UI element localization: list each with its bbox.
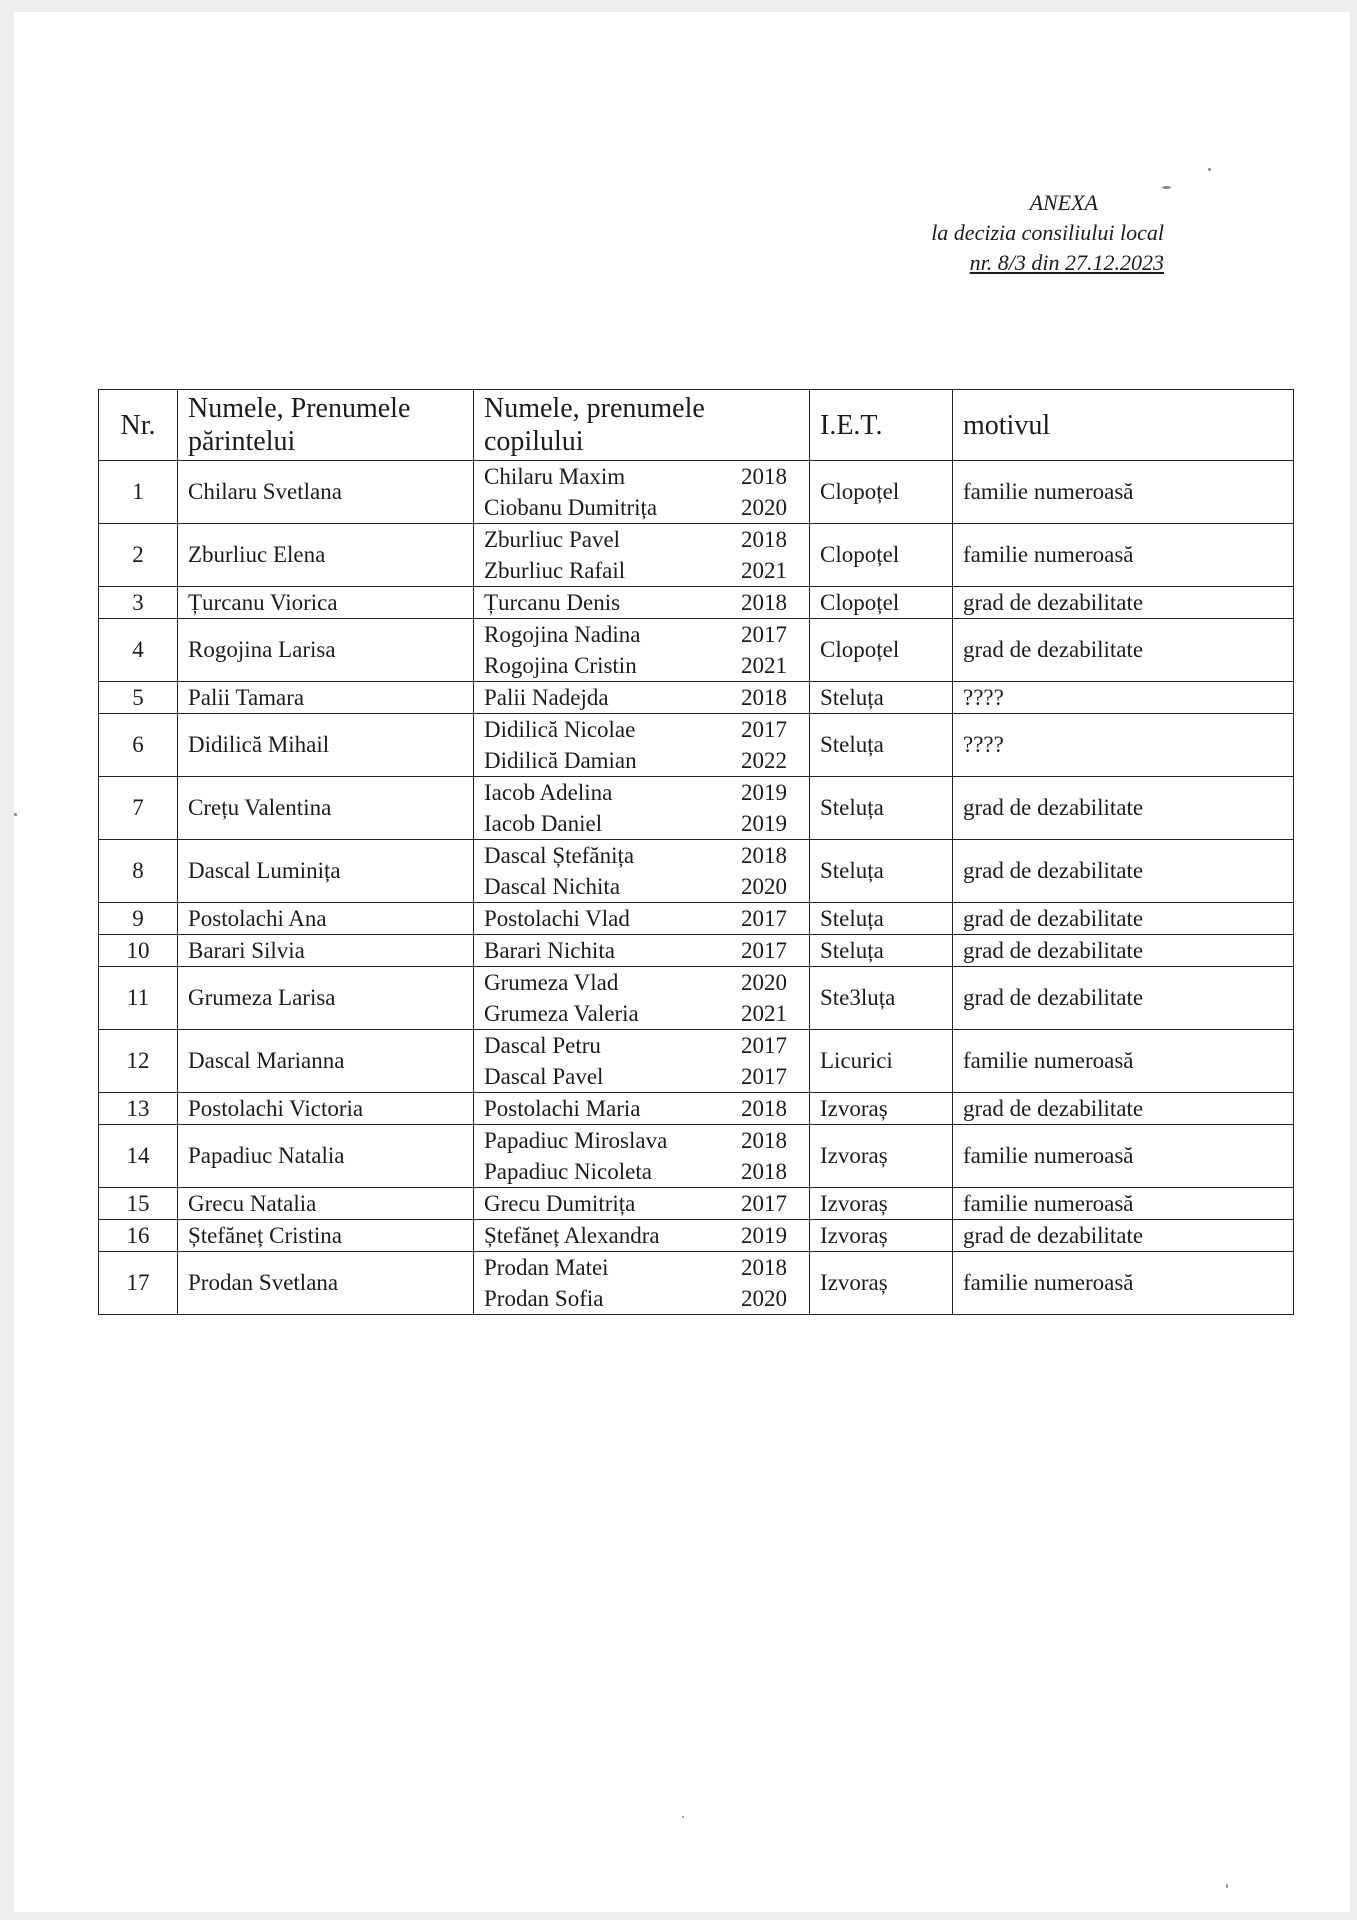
child-birth-year: 2019 — [741, 811, 787, 836]
child-entry — [484, 714, 799, 745]
child-birth-year: 2017 — [741, 717, 787, 742]
iet-name: Steluța — [810, 903, 953, 935]
iet-name: Izvoraș — [810, 1188, 953, 1220]
parent-name: Chilaru Svetlana — [178, 461, 474, 524]
table-row — [99, 619, 1294, 682]
table-row — [99, 935, 1294, 967]
iet-name: Ste3luța — [810, 967, 953, 1030]
table-row — [99, 1188, 1294, 1220]
children-cell — [474, 587, 810, 619]
child-entry — [484, 461, 799, 492]
scan-speck — [1162, 186, 1171, 189]
child-entry — [484, 650, 799, 681]
children-cell — [474, 524, 810, 587]
children-cell — [474, 1252, 810, 1315]
table-row — [99, 903, 1294, 935]
child-birth-year: 2018 — [741, 590, 787, 615]
children-cell — [474, 1220, 810, 1252]
parent-name: Prodan Svetlana — [178, 1252, 474, 1315]
child-name: Grecu Dumitrița — [484, 1191, 636, 1216]
iet-name: Izvoraș — [810, 1093, 953, 1125]
reason: familie numeroasă — [953, 524, 1294, 587]
row-number: 2 — [99, 524, 178, 587]
iet-name: Steluța — [810, 682, 953, 714]
iet-name: Izvoraș — [810, 1125, 953, 1188]
child-name: Grumeza Valeria — [484, 1001, 639, 1026]
children-cell — [474, 777, 810, 840]
parent-name: Papadiuc Natalia — [178, 1125, 474, 1188]
beneficiaries-table — [98, 389, 1294, 1315]
child-name: Rogojina Nadina — [484, 622, 641, 647]
child-entry — [484, 1283, 799, 1314]
child-birth-year: 2020 — [741, 970, 787, 995]
reason: grad de dezabilitate — [953, 1220, 1294, 1252]
child-birth-year: 2019 — [741, 1223, 787, 1248]
child-birth-year: 2021 — [741, 558, 787, 583]
table-row — [99, 1220, 1294, 1252]
row-number: 6 — [99, 714, 178, 777]
reason: familie numeroasă — [953, 1125, 1294, 1188]
row-number: 13 — [99, 1093, 178, 1125]
parent-name: Țurcanu Viorica — [178, 587, 474, 619]
child-birth-year: 2018 — [741, 1128, 787, 1153]
scan-speck — [1208, 168, 1211, 171]
child-entry — [484, 745, 799, 776]
child-entry — [484, 524, 799, 555]
children-cell — [474, 840, 810, 903]
child-name: Dascal Petru — [484, 1033, 601, 1058]
parent-name: Rogojina Larisa — [178, 619, 474, 682]
child-entry — [484, 1093, 799, 1124]
child-name: Iacob Adelina — [484, 780, 613, 805]
table-row — [99, 524, 1294, 587]
table-row — [99, 682, 1294, 714]
row-number: 8 — [99, 840, 178, 903]
column-header-parent: Numele, Prenumele părintelui — [178, 390, 474, 461]
table-row — [99, 967, 1294, 1030]
table-row — [99, 461, 1294, 524]
iet-name: Steluța — [810, 714, 953, 777]
child-birth-year: 2020 — [741, 1286, 787, 1311]
child-birth-year: 2018 — [741, 1255, 787, 1280]
child-name: Dascal Nichita — [484, 874, 621, 899]
row-number: 17 — [99, 1252, 178, 1315]
child-birth-year: 2018 — [741, 464, 787, 489]
column-header-nr: Nr. — [99, 390, 178, 461]
table-row — [99, 840, 1294, 903]
reason: grad de dezabilitate — [953, 967, 1294, 1030]
column-header-iet: I.E.T. — [810, 390, 953, 461]
parent-name: Ștefăneț Cristina — [178, 1220, 474, 1252]
reason: grad de dezabilitate — [953, 1093, 1294, 1125]
child-name: Rogojina Cristin — [484, 653, 637, 678]
child-entry — [484, 1220, 799, 1251]
child-entry — [484, 1061, 799, 1092]
row-number: 1 — [99, 461, 178, 524]
row-number: 11 — [99, 967, 178, 1030]
parent-name: Barari Silvia — [178, 935, 474, 967]
child-name: Papadiuc Nicoleta — [484, 1159, 652, 1184]
child-birth-year: 2018 — [741, 685, 787, 710]
child-birth-year: 2018 — [741, 1096, 787, 1121]
children-cell — [474, 967, 810, 1030]
child-name: Prodan Sofia — [484, 1286, 604, 1311]
children-cell — [474, 619, 810, 682]
child-name: Postolachi Vlad — [484, 906, 630, 931]
child-entry — [484, 555, 799, 586]
iet-name: Izvoraș — [810, 1220, 953, 1252]
child-birth-year: 2017 — [741, 906, 787, 931]
table-row — [99, 1093, 1294, 1125]
child-birth-year: 2017 — [741, 938, 787, 963]
child-name: Didilică Nicolae — [484, 717, 636, 742]
child-name: Dascal Ștefănița — [484, 843, 635, 868]
table-row — [99, 1252, 1294, 1315]
table-header-row — [99, 390, 1294, 461]
children-cell — [474, 1030, 810, 1093]
scan-speck — [682, 1816, 684, 1818]
decision-reference: nr. 8/3 din 27.12.2023 — [969, 250, 1164, 275]
row-number: 10 — [99, 935, 178, 967]
child-entry — [484, 619, 799, 650]
child-entry — [484, 967, 799, 998]
child-birth-year: 2017 — [741, 1064, 787, 1089]
reason: ???? — [953, 714, 1294, 777]
parent-name: Palii Tamara — [178, 682, 474, 714]
child-entry — [484, 808, 799, 839]
child-name: Ștefăneț Alexandra — [484, 1223, 660, 1248]
child-birth-year: 2018 — [741, 527, 787, 552]
reason: familie numeroasă — [953, 461, 1294, 524]
child-entry — [484, 871, 799, 902]
reason: familie numeroasă — [953, 1188, 1294, 1220]
annex-header — [904, 188, 1164, 278]
row-number: 5 — [99, 682, 178, 714]
iet-name: Licurici — [810, 1030, 953, 1093]
column-header-child: Numele, prenumele copilului — [474, 390, 810, 461]
child-entry — [484, 587, 799, 618]
child-birth-year: 2018 — [741, 1159, 787, 1184]
scan-speck — [14, 813, 17, 816]
annex-subtitle: la decizia consiliului local — [931, 220, 1164, 245]
scan-speck — [1226, 1884, 1228, 1888]
child-entry — [484, 492, 799, 523]
annex-title: ANEXA — [1029, 190, 1098, 215]
row-number: 3 — [99, 587, 178, 619]
children-cell — [474, 903, 810, 935]
child-birth-year: 2017 — [741, 1033, 787, 1058]
child-name: Papadiuc Miroslava — [484, 1128, 668, 1153]
reason: grad de dezabilitate — [953, 903, 1294, 935]
iet-name: Steluța — [810, 935, 953, 967]
reason: familie numeroasă — [953, 1252, 1294, 1315]
row-number: 16 — [99, 1220, 178, 1252]
iet-name: Izvoraș — [810, 1252, 953, 1315]
child-name: Dascal Pavel — [484, 1064, 604, 1089]
child-name: Grumeza Vlad — [484, 970, 619, 995]
row-number: 14 — [99, 1125, 178, 1188]
child-name: Didilică Damian — [484, 748, 637, 773]
children-cell — [474, 714, 810, 777]
table-row — [99, 1125, 1294, 1188]
row-number: 4 — [99, 619, 178, 682]
table-row — [99, 587, 1294, 619]
iet-name: Clopoțel — [810, 587, 953, 619]
iet-name: Clopoțel — [810, 461, 953, 524]
table-row — [99, 777, 1294, 840]
child-birth-year: 2022 — [741, 748, 787, 773]
reason: grad de dezabilitate — [953, 587, 1294, 619]
reason: ???? — [953, 682, 1294, 714]
child-entry — [484, 935, 799, 966]
child-name: Iacob Daniel — [484, 811, 603, 836]
child-birth-year: 2018 — [741, 843, 787, 868]
parent-name: Didilică Mihail — [178, 714, 474, 777]
child-entry — [484, 840, 799, 871]
child-name: Chilaru Maxim — [484, 464, 626, 489]
child-birth-year: 2021 — [741, 1001, 787, 1026]
child-name: Țurcanu Denis — [484, 590, 621, 615]
child-name: Barari Nichita — [484, 938, 615, 963]
table-body — [99, 461, 1294, 1315]
table-row — [99, 714, 1294, 777]
children-cell — [474, 935, 810, 967]
child-birth-year: 2019 — [741, 780, 787, 805]
child-birth-year: 2021 — [741, 653, 787, 678]
child-name: Prodan Matei — [484, 1255, 609, 1280]
row-number: 7 — [99, 777, 178, 840]
children-cell — [474, 1188, 810, 1220]
children-cell — [474, 1093, 810, 1125]
child-name: Postolachi Maria — [484, 1096, 641, 1121]
parent-name: Dascal Marianna — [178, 1030, 474, 1093]
parent-name: Dascal Luminița — [178, 840, 474, 903]
child-birth-year: 2017 — [741, 622, 787, 647]
reason: grad de dezabilitate — [953, 777, 1294, 840]
parent-name: Postolachi Victoria — [178, 1093, 474, 1125]
child-name: Zburliuc Rafail — [484, 558, 626, 583]
child-name: Palii Nadejda — [484, 685, 609, 710]
child-entry — [484, 1188, 799, 1219]
child-name: Zburliuc Pavel — [484, 527, 621, 552]
children-cell — [474, 1125, 810, 1188]
row-number: 9 — [99, 903, 178, 935]
child-entry — [484, 682, 799, 713]
iet-name: Steluța — [810, 840, 953, 903]
row-number: 15 — [99, 1188, 178, 1220]
document-page — [14, 12, 1350, 1912]
reason: grad de dezabilitate — [953, 619, 1294, 682]
child-entry — [484, 1252, 799, 1283]
child-birth-year: 2020 — [741, 495, 787, 520]
parent-name: Postolachi Ana — [178, 903, 474, 935]
row-number: 12 — [99, 1030, 178, 1093]
children-cell — [474, 461, 810, 524]
parent-name: Zburliuc Elena — [178, 524, 474, 587]
child-name: Ciobanu Dumitrița — [484, 495, 658, 520]
child-entry — [484, 777, 799, 808]
child-entry — [484, 1030, 799, 1061]
child-entry — [484, 998, 799, 1029]
child-entry — [484, 903, 799, 934]
iet-name: Clopoțel — [810, 524, 953, 587]
column-header-reason: motivul — [953, 390, 1294, 461]
reason: familie numeroasă — [953, 1030, 1294, 1093]
reason: grad de dezabilitate — [953, 840, 1294, 903]
children-cell — [474, 682, 810, 714]
iet-name: Clopoțel — [810, 619, 953, 682]
child-birth-year: 2017 — [741, 1191, 787, 1216]
child-entry — [484, 1125, 799, 1156]
reason: grad de dezabilitate — [953, 935, 1294, 967]
child-entry — [484, 1156, 799, 1187]
parent-name: Grecu Natalia — [178, 1188, 474, 1220]
parent-name: Crețu Valentina — [178, 777, 474, 840]
iet-name: Steluța — [810, 777, 953, 840]
table-row — [99, 1030, 1294, 1093]
parent-name: Grumeza Larisa — [178, 967, 474, 1030]
child-birth-year: 2020 — [741, 874, 787, 899]
